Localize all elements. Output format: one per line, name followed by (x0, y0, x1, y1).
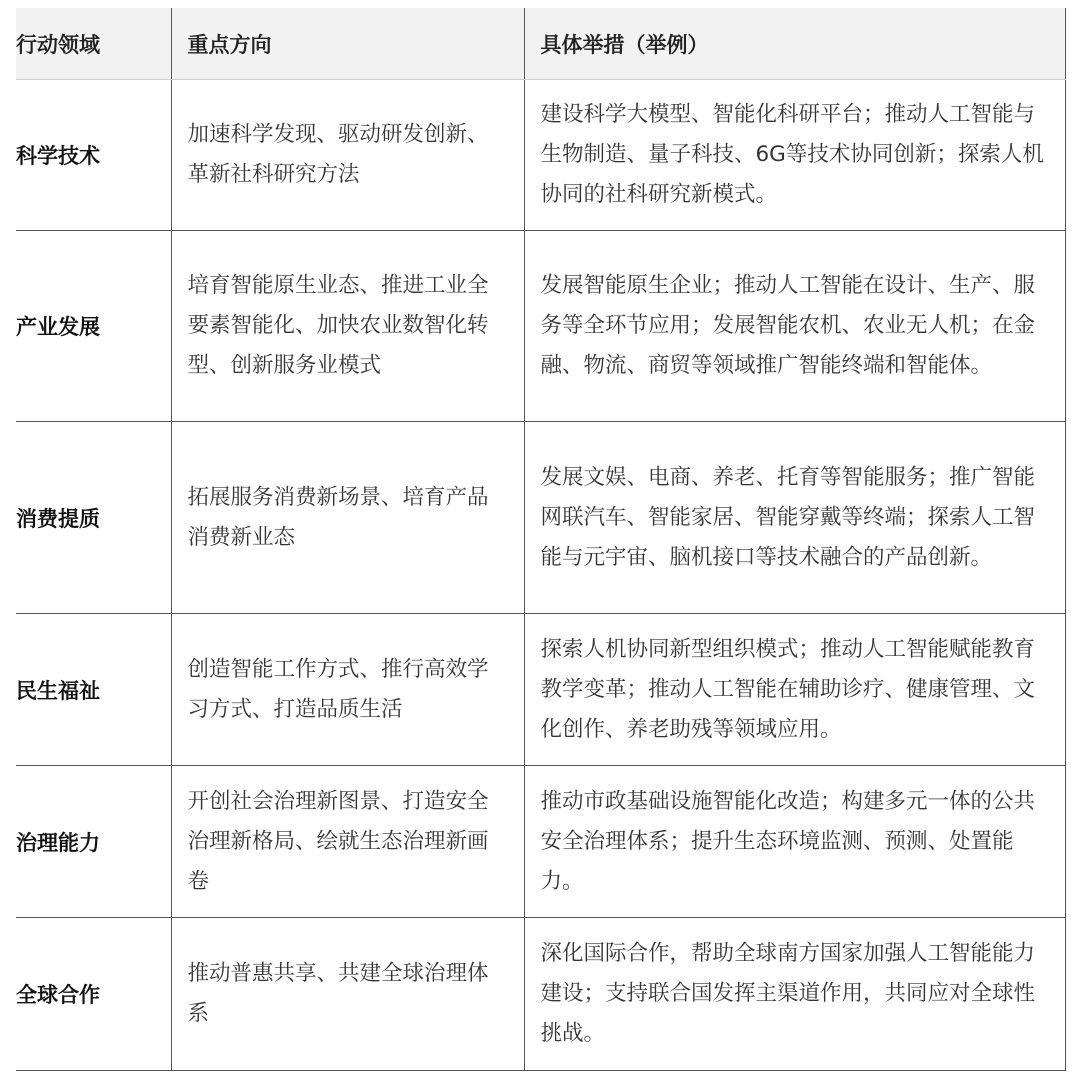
direction-cell: 培育智能原生业态、推进工业全要素智能化、加快农业数智化转型、创新服务业模式 (171, 231, 524, 422)
table-row (16, 80, 1065, 231)
direction-cell: 开创社会治理新图景、打造安全治理新格局、绘就生态治理新画卷 (171, 766, 524, 918)
header-measures: 具体举措（举例） (524, 8, 1065, 80)
direction-cell: 推动普惠共享、共建全球治理体系 (171, 918, 524, 1071)
header-direction: 重点方向 (171, 8, 524, 80)
direction-cell: 创造智能工作方式、推行高效学习方式、打造品质生活 (171, 614, 524, 766)
header-area: 行动领域 (16, 8, 171, 80)
area-cell: 消费提质 (16, 422, 171, 614)
header-row (16, 8, 1065, 80)
measures-cell: 发展文娱、电商、养老、托育等智能服务；推广智能网联汽车、智能家居、智能穿戴等终端；探索人工智能与元宇宙、脑机接口等技术融合的产品创新。 (524, 422, 1065, 614)
area-cell: 民生福祉 (16, 614, 171, 766)
measures-cell: 探索人机协同新型组织模式；推动人工智能赋能教育教学变革；推动人工智能在辅助诊疗、健康管理、文化创作、养老助残等领域应用。 (524, 614, 1065, 766)
measures-cell: 推动市政基础设施智能化改造；构建多元一体的公共安全治理体系；提升生态环境监测、预测、处置能力。 (524, 766, 1065, 918)
direction-cell: 拓展服务消费新场景、培育产品消费新业态 (171, 422, 524, 614)
area-cell: 全球合作 (16, 918, 171, 1071)
measures-cell: 建设科学大模型、智能化科研平台；推动人工智能与生物制造、量子科技、6G等技术协同创新；探索人机协同的社科研究新模式。 (524, 80, 1065, 231)
area-cell: 产业发展 (16, 231, 171, 422)
table-row (16, 231, 1065, 422)
table-row (16, 766, 1065, 918)
direction-cell: 加速科学发现、驱动研发创新、革新社科研究方法 (171, 80, 524, 231)
table-row (16, 918, 1065, 1071)
area-cell: 科学技术 (16, 80, 171, 231)
table-row (16, 422, 1065, 614)
measures-cell: 发展智能原生企业；推动人工智能在设计、生产、服务等全环节应用；发展智能农机、农业无人机；在金融、物流、商贸等领域推广智能终端和智能体。 (524, 231, 1065, 422)
action-table (16, 8, 1066, 1071)
area-cell: 治理能力 (16, 766, 171, 918)
measures-cell: 深化国际合作，帮助全球南方国家加强人工智能能力建设；支持联合国发挥主渠道作用，共同应对全球性挑战。 (524, 918, 1065, 1071)
table-row (16, 614, 1065, 766)
